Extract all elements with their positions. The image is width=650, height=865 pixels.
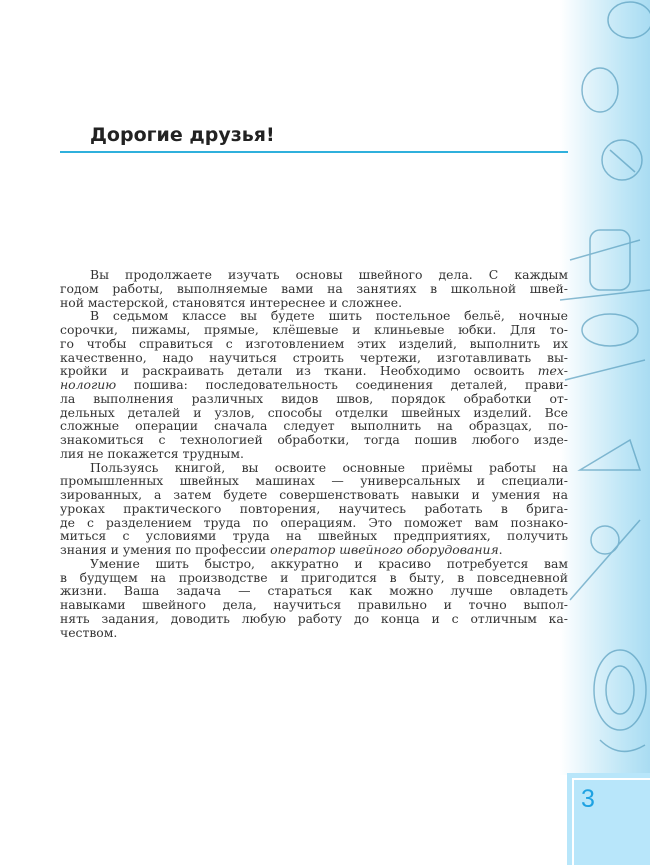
text-segment: зированных, а затем будете совершенствовать навыки и умения на: [60, 487, 568, 502]
text-segment: знания и умения по профессии: [60, 542, 271, 557]
text-line: [60, 419, 568, 433]
text-line: [60, 406, 568, 420]
text-line: [60, 447, 568, 461]
text-segment: .: [498, 542, 503, 557]
text-segment: промышленных швейных машинах — универсальных и специали-: [60, 473, 568, 489]
text-line: [60, 557, 568, 571]
text-segment: де с разделением труда по операциям. Это поможет вам познако-: [60, 514, 568, 530]
text-segment: ной мастерской, становятся интереснее и сложнее.: [60, 294, 403, 310]
text-line: [60, 309, 568, 323]
text-line: [60, 529, 568, 543]
text-segment: кройки и раскраивать детали из ткани. Необходимо освоить: [60, 363, 538, 379]
text-line: [60, 584, 568, 598]
text-segment: нять задания, доводить любую работу до конца и с отличным ка-: [60, 610, 568, 626]
text-line: [60, 612, 568, 626]
text-line: [60, 543, 568, 557]
text-segment: сорочки, пижамы, прямые, клёшевые и клиньевые юбки. Для то-: [60, 322, 568, 337]
sewing-tools-icon: [560, 0, 650, 775]
text-segment: годом работы, выполняемые вами на занятиях в школьной швей-: [60, 280, 568, 296]
text-segment: ла выполнения различных видов швов, порядок обработки от-: [60, 390, 568, 406]
text-line: [60, 351, 568, 365]
text-segment: Пользуясь книгой, вы освоите основные приёмы работы на: [90, 459, 568, 475]
italic-term: тех-: [537, 363, 568, 379]
text-segment: качественно, надо научиться строить чертежи, изготавливать вы-: [60, 349, 568, 365]
text-line: [60, 502, 568, 516]
text-line: [60, 488, 568, 502]
text-line: [60, 364, 568, 378]
text-segment: жизни. Ваша задача — стараться как можно лучше овладеть: [60, 583, 568, 599]
body-text: [60, 268, 568, 639]
text-line: [60, 323, 568, 337]
text-segment: Вы продолжаете изучать основы швейного дела. С каждым: [90, 267, 568, 282]
text-segment: лия не покажется трудным.: [60, 445, 244, 461]
text-segment: дельных деталей и узлов, способы отделки швейных изделий. Все: [60, 404, 568, 420]
decorative-sewing-illustration: [560, 0, 650, 775]
text-segment: В седьмом классе вы будете шить постельное бельё, ночные: [90, 308, 568, 324]
text-line: [60, 433, 568, 447]
text-line: [60, 337, 568, 351]
text-segment: сложные операции сначала следует выполнить на образцах, по-: [60, 418, 568, 434]
text-line: [60, 461, 568, 475]
text-segment: Умение шить быстро, аккуратно и красиво потребуется вам: [90, 555, 568, 571]
text-segment: знакомиться с технологией обработки, тогда пошив любого изде-: [60, 432, 568, 447]
text-segment: чеством.: [60, 624, 118, 640]
text-line: [60, 598, 568, 612]
text-line: [60, 392, 568, 406]
text-line: [60, 474, 568, 488]
text-segment: навыками швейного дела, научиться правильно и точно выпол-: [60, 597, 568, 612]
italic-term: нологию: [60, 377, 117, 392]
page-number: 3: [581, 785, 595, 813]
text-segment: миться с условиями труда на швейных предприятиях, получить: [60, 528, 568, 544]
text-line: [60, 378, 568, 392]
page-title: Дорогие друзья!: [90, 124, 275, 146]
title-underline: [60, 151, 568, 153]
text-line: [60, 282, 568, 296]
text-segment: пошива: последовательность соединения деталей, прави-: [116, 377, 568, 392]
italic-term: оператор швейного оборудования: [270, 542, 499, 557]
page-number-box: [567, 773, 650, 865]
text-segment: го чтобы справиться с изготовлением этих изделий, выполнить их: [60, 335, 568, 351]
text-line: [60, 268, 568, 282]
text-line: [60, 296, 568, 310]
text-segment: уроках практического повторения, научитесь работать в брига-: [60, 500, 568, 516]
text-line: [60, 516, 568, 530]
text-line: [60, 571, 568, 585]
text-line: [60, 626, 568, 640]
text-segment: в будущем на производстве и пригодится в быту, в повседневной: [60, 569, 568, 585]
